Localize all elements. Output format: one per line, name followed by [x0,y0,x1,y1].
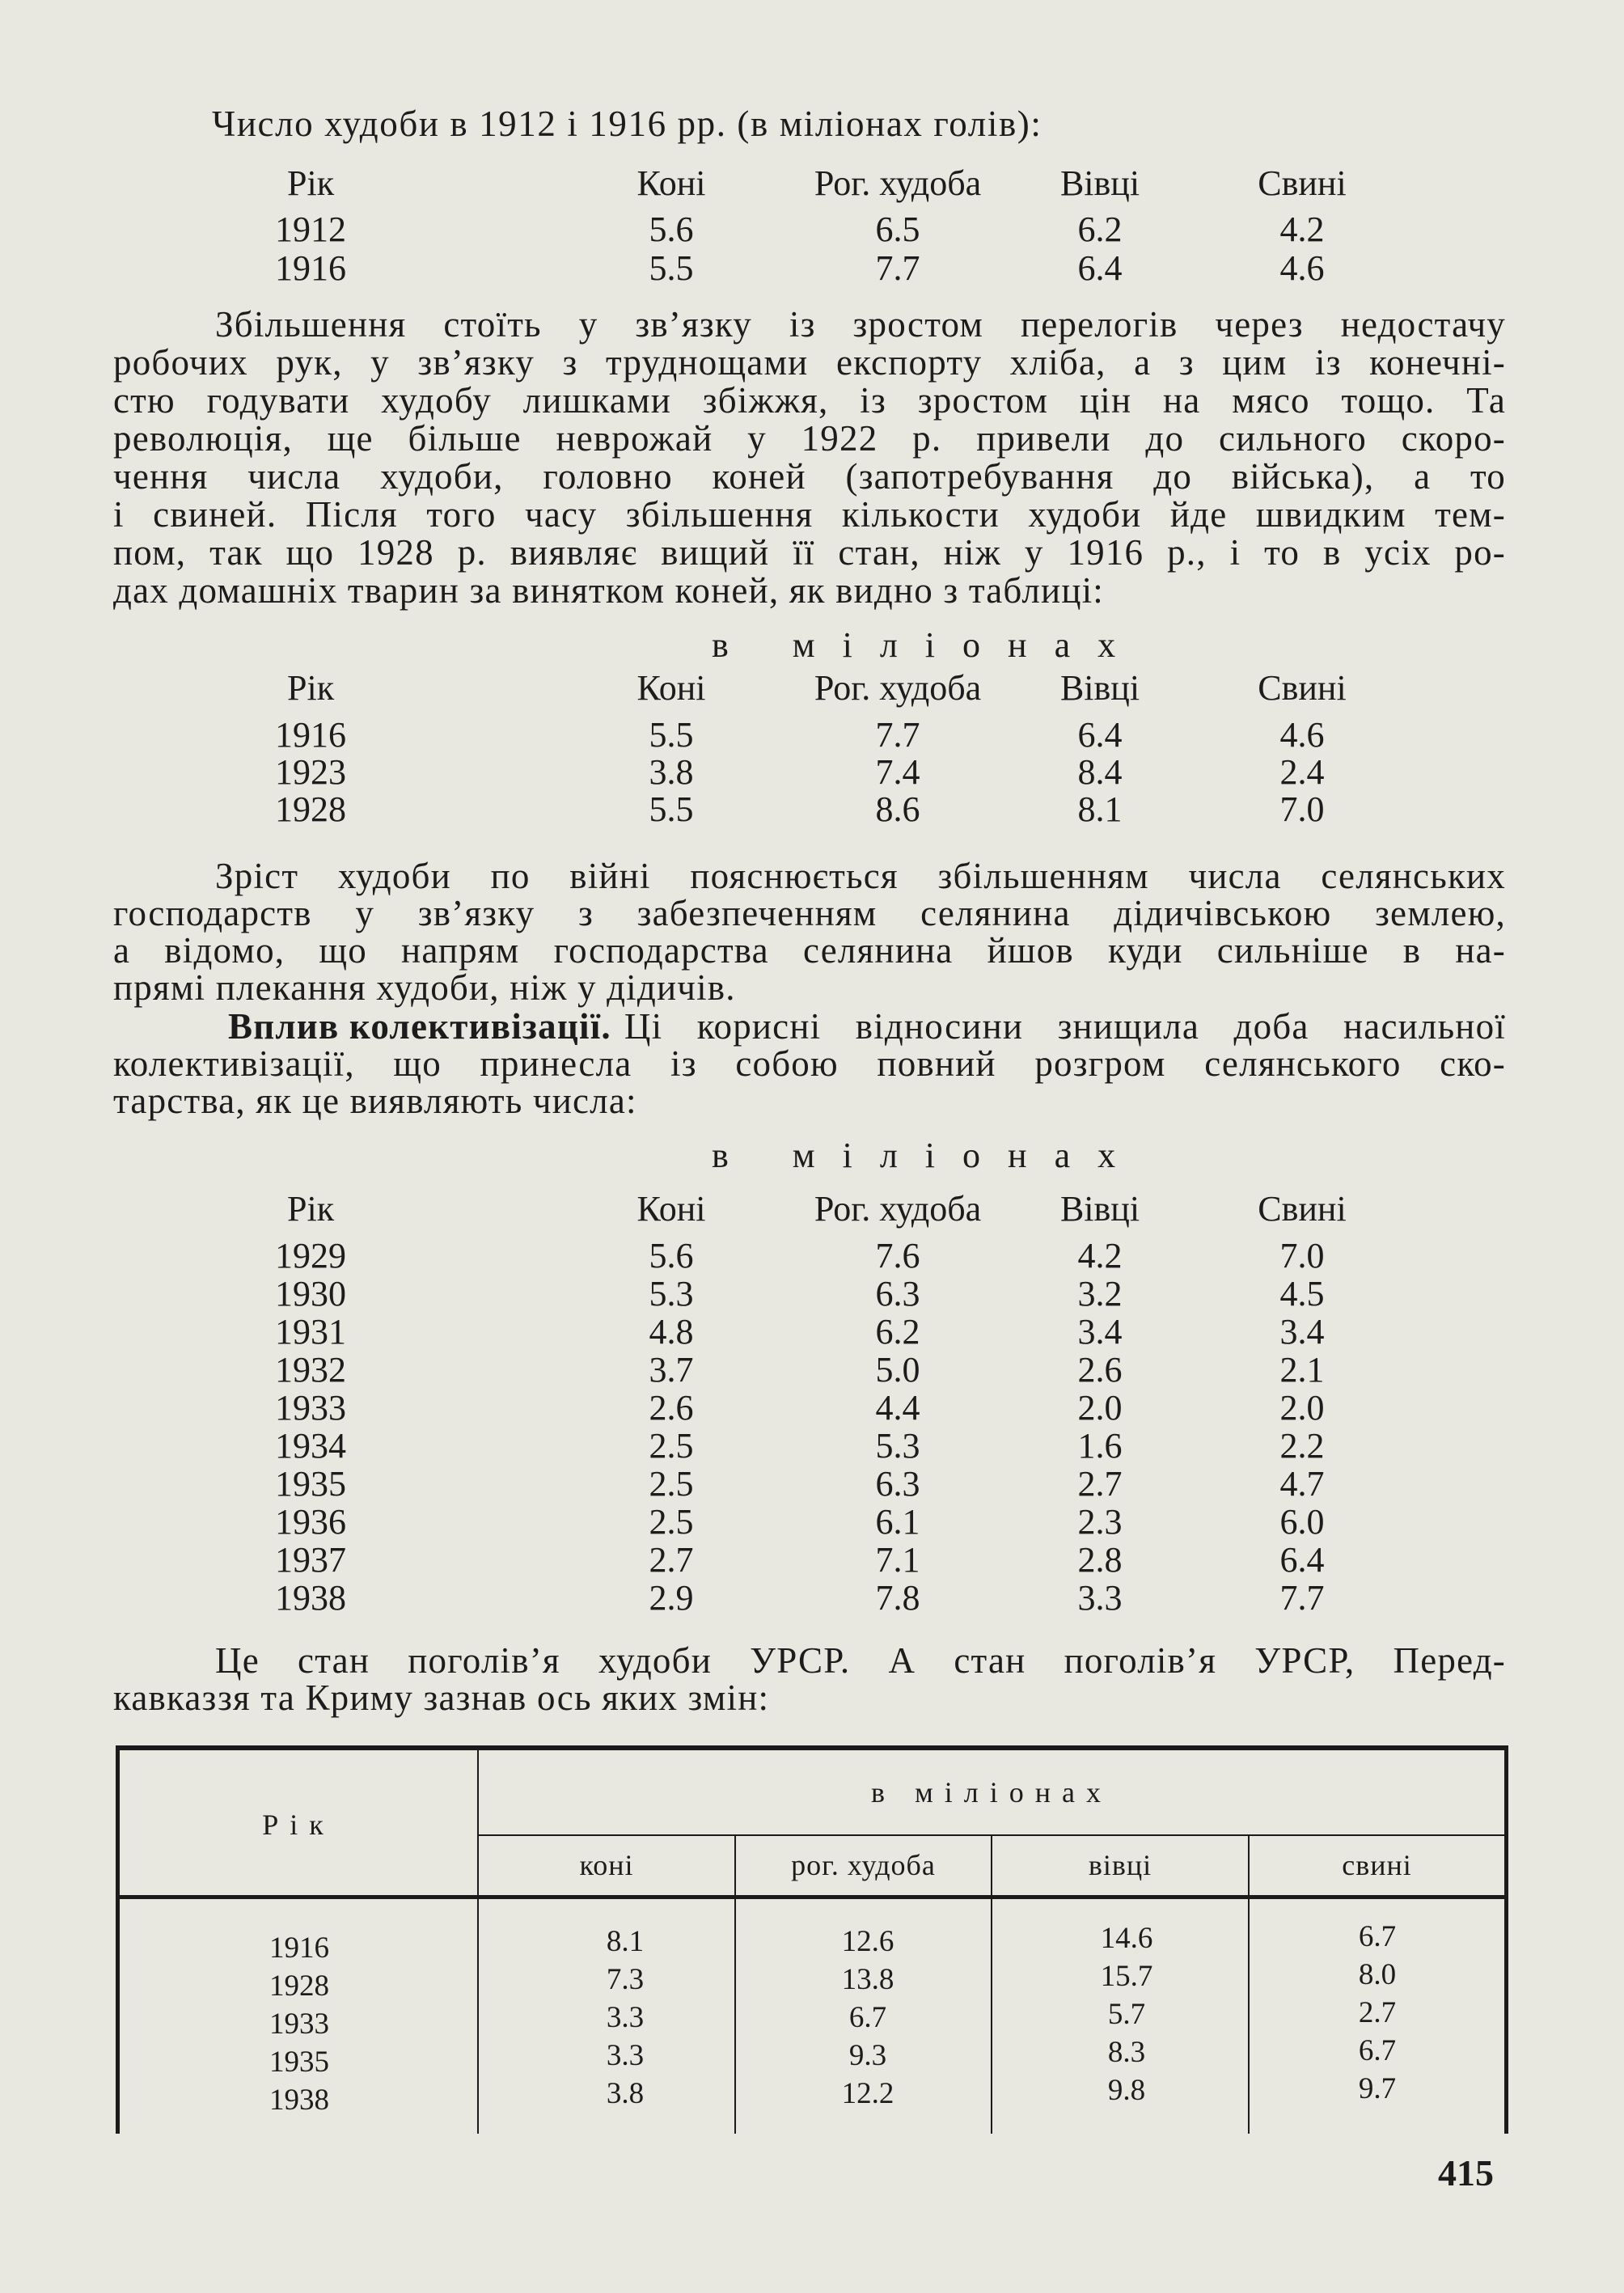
table-cell-year: 1930 [275,1274,346,1314]
table4 [116,1745,1508,2134]
table-cell-cattle: 6.3 [875,1464,920,1504]
table-cell-year: 1928 [275,789,346,829]
table-row [0,211,1624,248]
table-cell-pigs: 8.0 [1358,1958,1397,1991]
table-cell-horses: 5.5 [649,715,694,755]
table-row [0,1504,1624,1541]
paragraph-line: дах домашніх тварин за винятком коней, як видно з таблиці: [113,570,1105,611]
table-cell-cattle: 7.8 [875,1578,920,1618]
table-cell-horses: 2.7 [649,1540,694,1580]
table1-header-pigs: Свині [1258,163,1347,203]
table-cell-cattle: 6.2 [875,1312,920,1352]
paragraph-line: кавказзя та Криму зазнав ось яких змін: [113,1677,770,1718]
table-cell-sheep: 14.6 [1100,1922,1153,1955]
table-cell-horses: 2.5 [649,1502,694,1542]
table-cell-pigs: 4.2 [1279,209,1325,249]
table4-header-year: Рік [262,1809,335,1841]
table-cell-cattle: 13.8 [841,1963,894,1996]
table2-unit-label: в міліонах [712,625,1144,665]
table-cell-horses: 3.8 [649,752,694,792]
table3-header-horses: Коні [636,1189,706,1229]
table2-header-horses: Коні [636,668,706,708]
table-cell-horses: 4.8 [649,1312,694,1352]
table2-header-year: Рік [287,668,335,708]
table3-header-sheep: Вівці [1059,1189,1140,1229]
table-row [0,1314,1624,1351]
table-cell-sheep: 9.8 [1107,2074,1146,2107]
table1-header-horses: Коні [636,163,706,203]
table-cell-horses: 5.3 [649,1274,694,1314]
table-cell-cattle: 5.3 [875,1426,920,1466]
table-divider-header [116,1895,1508,1899]
table-row [0,1390,1624,1427]
table-cell-year: 1937 [275,1540,346,1580]
table-cell-pigs: 4.7 [1279,1464,1325,1504]
table4-header-horses: коні [579,1849,634,1881]
table-cell-pigs: 4.6 [1279,248,1325,288]
table-cell-pigs: 6.7 [1358,2034,1397,2067]
table-cell-sheep: 8.4 [1077,752,1123,792]
table-cell-pigs: 4.6 [1279,715,1325,755]
table-cell-cattle: 8.6 [875,789,920,829]
table-cell-sheep: 5.7 [1107,1998,1146,2031]
table-cell-horses: 7.3 [606,1963,645,1996]
table-border-left [116,1745,120,2134]
table-cell-horses: 3.3 [606,2039,645,2072]
table-cell-horses: 2.9 [649,1578,694,1618]
table1-header-year: Рік [287,163,335,203]
table-cell-horses: 2.5 [649,1464,694,1504]
table-cell-sheep: 1.6 [1077,1426,1123,1466]
table-cell-pigs: 4.5 [1279,1274,1325,1314]
table3-header-pigs: Свині [1258,1189,1347,1229]
table-cell-cattle: 7.1 [875,1540,920,1580]
table1-caption: Число худоби в 1912 і 1916 рр. (в міліонах голів): [212,104,1042,144]
table-row [0,754,1624,791]
table-cell-pigs: 2.1 [1279,1350,1325,1390]
table-cell-pigs: 7.0 [1279,1236,1325,1276]
table-cell-pigs: 6.7 [1358,1920,1397,1953]
table2-header-pigs: Свині [1258,668,1347,708]
table2-header-sheep: Вівці [1059,668,1140,708]
table-row [0,1428,1624,1465]
table-cell-year: 1932 [275,1350,346,1390]
table-cell-horses: 2.5 [649,1426,694,1466]
table4-header-sheep: вівці [1088,1849,1152,1881]
paragraph-line: колективізації, що принесла із собою повний розгром селянського ско- [113,1043,1506,1084]
paragraph-line: Збільшення стоїть у зв’язку із зростом перелогів через недостачу [215,304,1506,345]
section-heading: Вплив колективізації. [228,1006,611,1047]
table-cell-sheep: 3.3 [1077,1578,1123,1618]
table-cell-sheep: 3.2 [1077,1274,1123,1314]
table-cell-year: 1916 [275,715,346,755]
table-cell-horses: 5.6 [649,1236,694,1276]
table-cell-cattle: 7.7 [875,715,920,755]
paragraph-line: революція, ще більше неврожай у 1922 р. привели до сильного скоро- [113,418,1506,459]
table-cell-cattle: 6.3 [875,1274,920,1314]
table-cell-sheep: 6.2 [1077,209,1123,249]
table-cell-sheep: 2.8 [1077,1540,1123,1580]
table-cell-cattle: 5.0 [875,1350,920,1390]
paragraph-line: робочих рук, у зв’язку з труднощами експорту хліба, а з цим із конечні- [113,342,1506,383]
table-cell-year: 1929 [275,1236,346,1276]
table-cell-pigs: 6.0 [1279,1502,1325,1542]
table1-header-sheep: Вівці [1059,163,1140,203]
paragraph-text: Ці корисні відносини знищила доба насильної [624,1006,1506,1047]
table-cell-sheep: 2.3 [1077,1502,1123,1542]
table-cell-pigs: 9.7 [1358,2072,1397,2105]
table-cell-sheep: 3.4 [1077,1312,1123,1352]
table-cell-horses: 5.5 [649,248,694,288]
table3-header-year: Рік [287,1189,335,1229]
table-cell-cattle: 7.6 [875,1236,920,1276]
table-row [0,250,1624,287]
table-row [0,1276,1624,1313]
paragraph-line: чення числа худоби, головно коней (запотребування до війська), а то [113,456,1506,497]
table-cell-sheep: 8.1 [1077,789,1123,829]
table-cell-year: 1933 [275,1388,346,1428]
table-cell-cattle: 6.7 [848,2001,887,2034]
table-cell-cattle: 7.4 [875,752,920,792]
paragraph-line: стю годувати худобу лишками збіжжя, із зростом цін на мясо тощо. Та [113,380,1506,421]
table-cell-cattle: 12.6 [841,1925,894,1958]
table-cell-sheep: 6.4 [1077,715,1123,755]
paragraph-line: і свиней. Після того часу збільшення кількости худоби йде швидким тем- [113,494,1506,535]
paragraph-line: пом, так що 1928 р. виявляє вищий її стан, ніж у 1916 р., і то в усіх ро- [113,532,1506,573]
table-cell-horses: 5.6 [649,209,694,249]
table-row [0,1352,1624,1389]
page-number: 415 [1438,2152,1494,2194]
table-row [0,1542,1624,1579]
table-cell-sheep: 4.2 [1077,1236,1123,1276]
table-cell-year: 1934 [275,1426,346,1466]
table-cell-year: 1916 [269,1931,329,1965]
table-cell-cattle: 6.5 [875,209,920,249]
table-cell-horses: 2.6 [649,1388,694,1428]
table-cell-pigs: 7.7 [1279,1578,1325,1618]
table-cell-sheep: 2.6 [1077,1350,1123,1390]
paragraph-line: а відомо, що напрям господарства селянина йшов куди сильніше в на- [113,930,1506,971]
table-cell-horses: 5.5 [649,789,694,829]
table-row [0,1237,1624,1275]
table-cell-year: 1933 [269,2007,329,2041]
table-border-top [116,1745,1508,1750]
table-cell-pigs: 2.4 [1279,752,1325,792]
table-cell-pigs: 6.4 [1279,1540,1325,1580]
table-cell-year: 1938 [275,1578,346,1618]
paragraph-line: господарств у зв’язку з забезпеченням селянина дідичівською землею, [113,893,1506,933]
table-cell-year: 1916 [275,248,346,288]
table-row [0,717,1624,754]
table3-header-cattle: Рог. худоба [814,1189,982,1229]
paragraph-line: Зріст худоби по війні пояснюється збільшенням числа селянських [215,856,1506,896]
table-cell-pigs: 7.0 [1279,789,1325,829]
table-cell-cattle: 7.7 [875,248,920,288]
table-cell-pigs: 3.4 [1279,1312,1325,1352]
table4-header-pigs: свині [1342,1849,1412,1881]
table-cell-year: 1938 [269,2084,329,2117]
table-cell-horses: 3.3 [606,2001,645,2034]
table-cell-cattle: 12.2 [841,2077,894,2110]
table4-unit-label: в міліонах [871,1776,1112,1809]
table2-header-row [0,670,1624,707]
table1-header-row [0,165,1624,202]
table-border-right [1504,1745,1508,2134]
table-cell-sheep: 2.7 [1077,1464,1123,1504]
table-row [0,791,1624,828]
table-row [0,1466,1624,1503]
table-cell-year: 1923 [275,752,346,792]
table-cell-cattle: 6.1 [875,1502,920,1542]
table-cell-year: 1935 [275,1464,346,1504]
table-cell-sheep: 15.7 [1100,1960,1153,1993]
table-cell-cattle: 9.3 [848,2039,887,2072]
table-cell-cattle: 4.4 [875,1388,920,1428]
table-cell-year: 1928 [269,1969,329,2003]
table-cell-horses: 3.8 [606,2077,645,2110]
table-cell-year: 1912 [275,209,346,249]
table-cell-sheep: 6.4 [1077,248,1123,288]
table-cell-year: 1931 [275,1312,346,1352]
table-cell-sheep: 2.0 [1077,1388,1123,1428]
table3-header-row [0,1191,1624,1228]
table-row [0,1580,1624,1617]
table-cell-pigs: 2.7 [1358,1996,1397,2029]
table-cell-pigs: 2.2 [1279,1426,1325,1466]
table4-header-cattle: рог. худоба [791,1849,936,1881]
table1-header-cattle: Рог. худоба [814,163,982,203]
paragraph-line: тарства, як це виявляють числа: [113,1081,637,1121]
paragraph-line: прямі плекання худоби, ніж у дідичів. [113,967,736,1008]
table-cell-year: 1936 [275,1502,346,1542]
table-cell-sheep: 8.3 [1107,2036,1146,2069]
paragraph-line: Це стан поголів’я худоби УРСР. А стан поголів’я УРСР, Перед- [215,1640,1506,1681]
table-cell-year: 1935 [269,2046,329,2079]
paragraph-line [228,1008,1506,1046]
table-cell-horses: 3.7 [649,1350,694,1390]
table3-unit-label: в міліонах [712,1136,1144,1175]
table-cell-pigs: 2.0 [1279,1388,1325,1428]
table2-header-cattle: Рог. худоба [814,668,982,708]
table-cell-horses: 8.1 [606,1925,645,1958]
